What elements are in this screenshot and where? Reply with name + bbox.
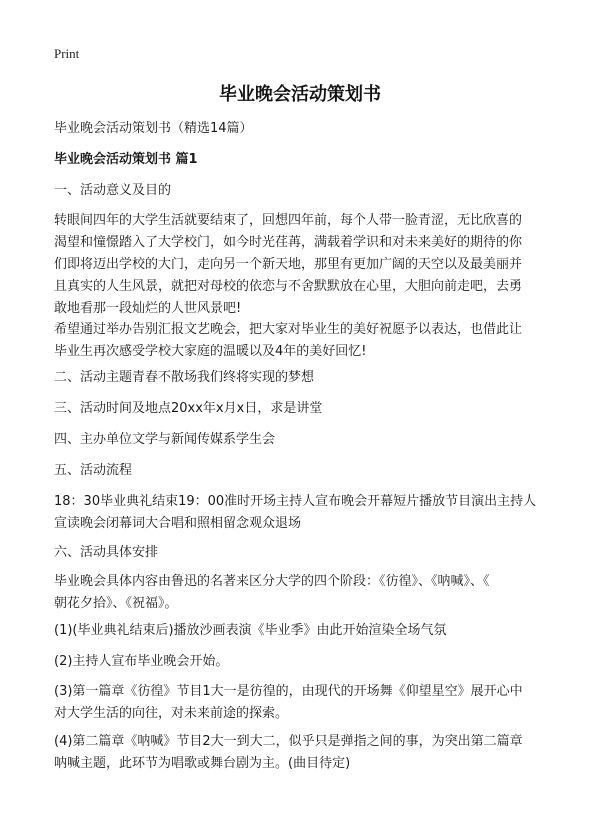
heading-theme: 二、活动主题青春不散场我们终将实现的梦想 (54, 370, 315, 385)
heading-arrangement: 六、活动具体安排 (54, 545, 159, 560)
paragraph-line: 且真实的人生风景，就把对母校的依恋与不舍默默放在心里，大胆向前走吧，去勇 (54, 279, 523, 294)
paragraph-line: 宣读晚会闭幕词大合唱和照相留念观众退场 (54, 516, 302, 531)
paragraph-line: 对大学生活的向往，对未来前途的探索。 (54, 706, 289, 721)
section-heading: 毕业晚会活动策划书 篇1 (54, 152, 198, 167)
paragraph-line: 渴望和憧憬踏入了大学校门，如今时光荏苒，满载着学识和对未来美好的期待的你 (54, 235, 523, 250)
paragraph-line: 转眼间四年的大学生活就要结束了，回想四年前，每个人带一脸青涩，无比欣喜的 (54, 213, 523, 228)
paragraph-line: 18：30毕业典礼结束19：00准时开场主持人宣布晚会开幕短片播放节目演出主持人 (54, 494, 537, 509)
paragraph-line: 朝花夕拾》、《祝福》。 (54, 596, 178, 611)
list-item: (4)第二篇章《呐喊》节目2大一到大二，似乎只是弹指之间的事，为突出第二篇章 (54, 734, 523, 749)
paragraph-line: 敢地看那一段灿烂的人世风景吧! (54, 301, 242, 316)
list-item: (2)主持人宣布毕业晚会开始。 (54, 654, 229, 669)
list-item: (3)第一篇章《彷徨》节目1大一是彷徨的，由现代的开场舞《仰望星空》展开心中 (54, 684, 523, 699)
paragraph-line: 呐喊主题，此环节为唱歌或舞台剧为主。(曲目待定) (54, 756, 351, 771)
heading-organizer: 四、主办单位文学与新闻传媒系学生会 (54, 432, 276, 447)
heading-time-place: 三、活动时间及地点20xx年x月x日，求是讲堂 (54, 401, 323, 416)
paragraph-line: 毕业晚会具体内容由鲁迅的名著来区分大学的四个阶段：《彷徨》、《呐喊》、《 (54, 574, 490, 589)
heading-purpose: 一、活动意义及目的 (54, 183, 172, 198)
doc-subtitle: 毕业晚会活动策划书（精选14篇） (54, 121, 253, 136)
list-item: (1)(毕业典礼结束后)播放沙画表演《毕业季》由此开始渲染全场气氛 (54, 623, 447, 638)
paragraph-line: 们即将迈出学校的大门，走向另一个新天地，那里有更加广阔的天空以及最美丽并 (54, 257, 523, 272)
paragraph-line: 毕业生再次感受学校大家庭的温暖以及4年的美好回忆! (54, 344, 367, 359)
heading-process: 五、活动流程 (54, 463, 133, 478)
paragraph-line: 希望通过举办告别汇报文艺晚会，把大家对毕业生的美好祝愿予以表达，也借此让 (54, 322, 523, 337)
print-link[interactable]: Print (54, 46, 80, 61)
page-title: 毕业晚会活动策划书 (219, 84, 381, 105)
